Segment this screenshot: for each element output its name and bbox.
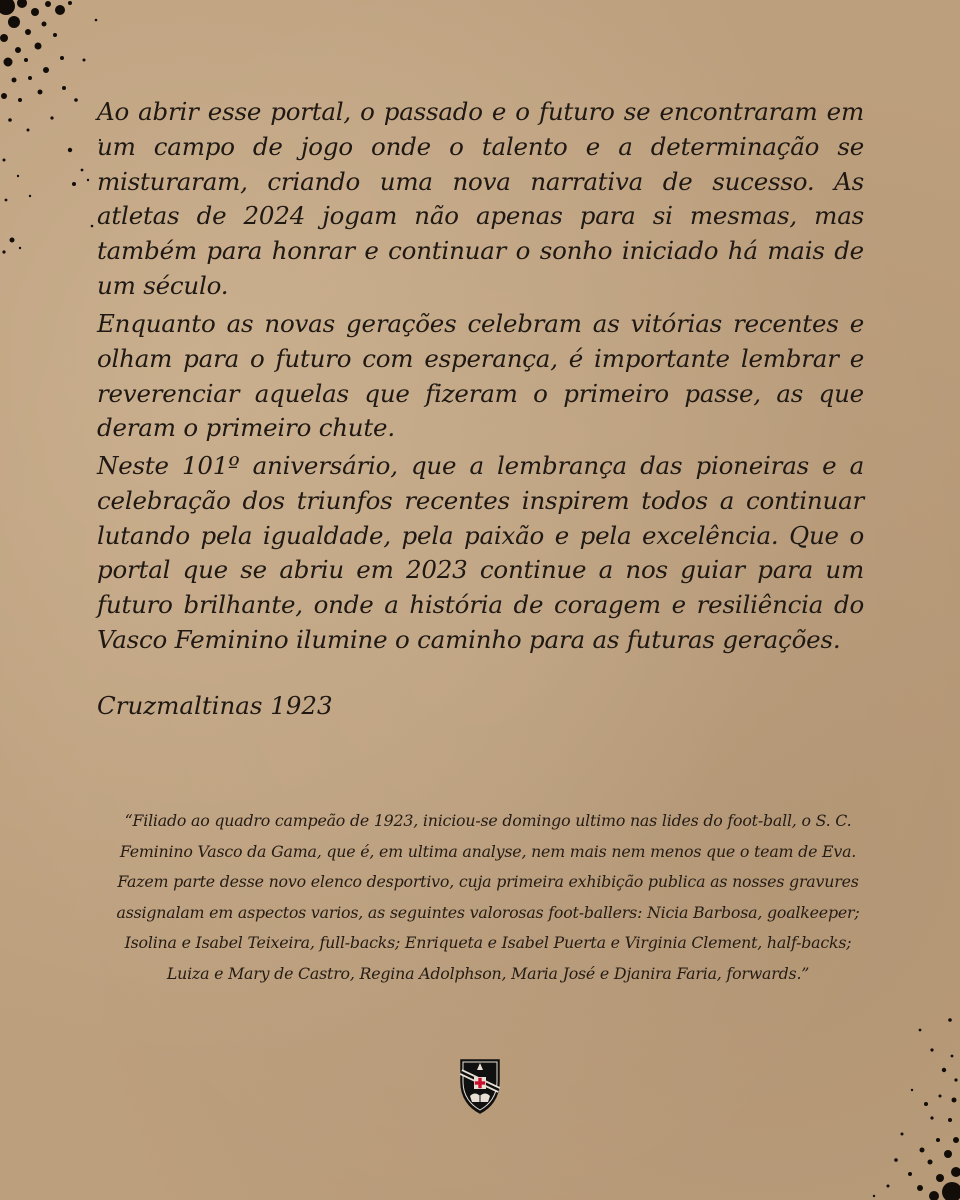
paragraph-new-generations: Enquanto as novas gerações celebram as vitórias recentes e olham para o futuro com esperança, é importante lembrar e reverenciar aquelas que fizeram o primeiro passe, as que deram o primeiro chute. <box>97 309 864 443</box>
paragraph-portal: Ao abrir esse portal, o passado e o futuro se encontraram em um campo de jogo onde o talento e a determinação se misturaram, criando uma nova narrativa de sucesso. As atletas de 2024 jogam não apenas para si mesmas, mas também para honrar e continuar o sonho iniciado há mais de um século. <box>97 97 864 300</box>
vasco-da-gama-crest-icon <box>457 1058 503 1114</box>
historical-quote: “Filiado ao quadro campeão de 1923, iniciou-se domingo ultimo nas lides do foot-ball, o S. C. Feminino Vasco da Gama, que é, em ultima analyse, nem mais nem menos que o team de Eva. Fazem parte desse novo elenco desportivo, cuja primeira exhibição publica as nosses gravures assignalam em aspectos varios, as seguintes valorosas foot-ballers: Nicia Barbosa, goalkeeper; Isolina e Isabel Teixeira, full-backs; Enriqueta e Isabel Puerta e Virginia Clement, half-backs; Luiza e Mary de Castro, Regina Adolphson, Maria José e Djanira Faria, forwards.” <box>116 811 860 983</box>
ink-splatter-bottom-right <box>860 1000 960 1200</box>
signature: Cruzmaltinas 1923 <box>97 691 333 720</box>
paragraph-anniversary: Neste 101º aniversário, que a lembrança das pioneiras e a celebração dos triunfos recentes inspirem todos a continuar lutando pela igualdade, pela paixão e pela excelência. Que o portal que se abriu em 2023 continue a nos guiar para um futuro brilhante, onde a história de coragem e resiliência do Vasco Feminino ilumine o caminho para as futuras gerações. <box>97 451 864 654</box>
